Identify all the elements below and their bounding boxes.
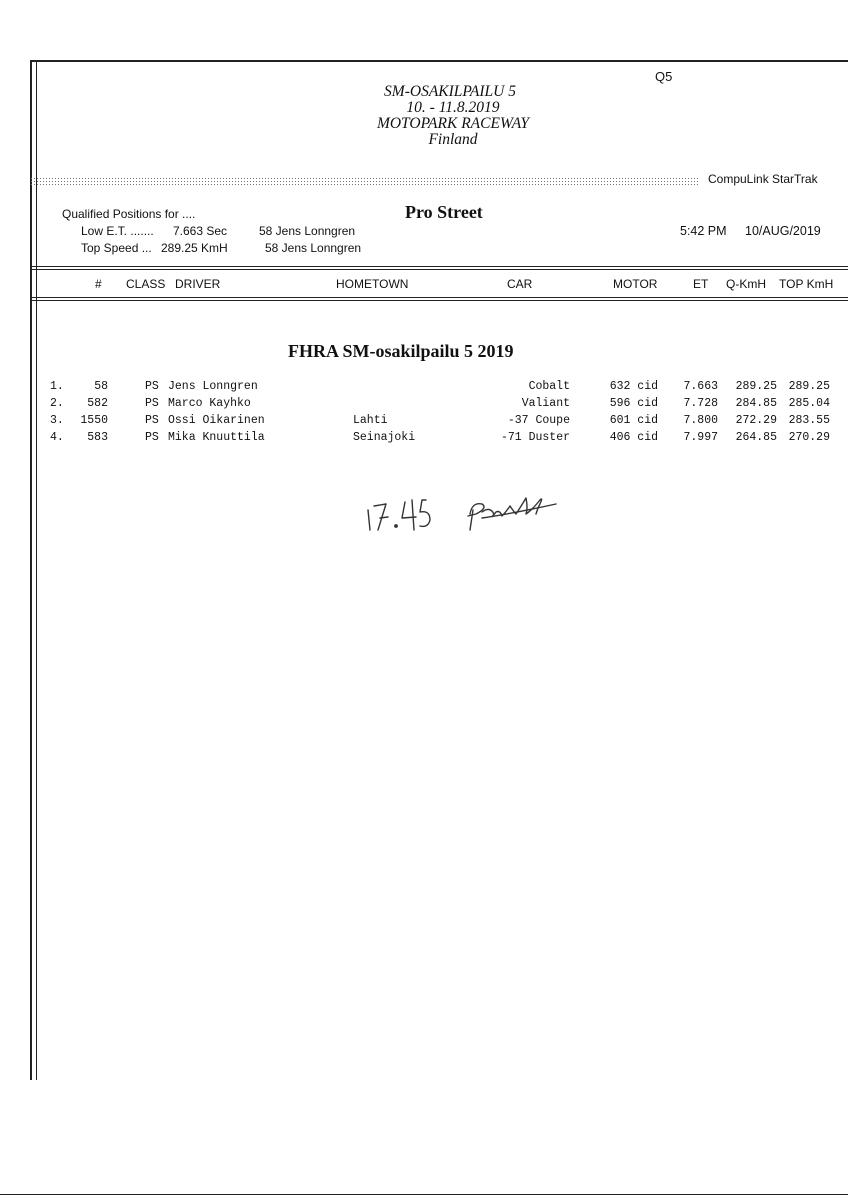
- cell-number: 583: [87, 431, 108, 444]
- header-rule-bottom-1: [30, 297, 848, 298]
- col-num: #: [95, 277, 102, 291]
- cell-q-kmh: 289.25: [735, 380, 777, 393]
- cell-driver: Mika Knuuttila: [168, 431, 265, 444]
- cell-motor: 596 cid: [609, 397, 658, 410]
- low-et-label: Low E.T. .......: [81, 224, 154, 238]
- table-row: [0, 397, 848, 414]
- cell-top-kmh: 283.55: [788, 414, 830, 427]
- table-row: [0, 414, 848, 431]
- cell-class: PS: [145, 380, 159, 393]
- cell-position: 2.: [50, 397, 64, 410]
- cell-driver: Jens Lonngren: [168, 380, 258, 393]
- col-qkmh: Q-KmH: [726, 277, 766, 291]
- low-et-driver: 58 Jens Lonngren: [259, 224, 356, 238]
- top-speed-label: Top Speed ...: [81, 241, 152, 255]
- left-border-outer: [30, 60, 32, 1080]
- cell-top-kmh: 285.04: [788, 397, 830, 410]
- top-speed-driver: 58 Jens Lonngren: [265, 241, 362, 255]
- cell-number: 1550: [80, 414, 108, 427]
- cell-q-kmh: 272.29: [735, 414, 777, 427]
- col-driver: DRIVER: [175, 277, 221, 291]
- header-rule-top-1: [30, 266, 848, 267]
- cell-hometown: Seinajoki: [353, 431, 416, 444]
- header-rule-top-2: [30, 269, 848, 270]
- qualified-heading: Qualified Positions for ....: [62, 207, 196, 221]
- cell-hometown: Lahti: [353, 414, 388, 427]
- top-rule: [30, 60, 848, 62]
- cell-position: 4.: [50, 431, 64, 444]
- left-border-inner: [36, 60, 37, 1080]
- cell-et: 7.728: [683, 397, 718, 410]
- cell-et: 7.997: [683, 431, 718, 444]
- col-car: CAR: [507, 277, 533, 291]
- cell-driver: Marco Kayhko: [168, 397, 251, 410]
- table-row: [0, 431, 848, 448]
- bottom-rule: [0, 1194, 848, 1195]
- dotted-separator: [30, 177, 698, 186]
- cell-motor: 632 cid: [609, 380, 658, 393]
- low-et-value: 7.663 Sec: [173, 224, 228, 238]
- cell-class: PS: [145, 397, 159, 410]
- section-title: FHRA SM-osakilpailu 5 2019: [288, 341, 514, 361]
- cell-et: 7.800: [683, 414, 718, 427]
- report-time: 5:42 PM: [680, 224, 727, 238]
- cell-position: 3.: [50, 414, 64, 427]
- cell-motor: 601 cid: [609, 414, 658, 427]
- cell-number: 582: [87, 397, 108, 410]
- system-label: CompuLink StarTrak: [708, 172, 818, 186]
- header-rule-bottom-2: [30, 300, 848, 301]
- cell-top-kmh: 270.29: [788, 431, 830, 444]
- col-motor: MOTOR: [613, 277, 658, 291]
- col-hometown: HOMETOWN: [336, 277, 409, 291]
- cell-q-kmh: 284.85: [735, 397, 777, 410]
- cell-car: Cobalt: [528, 380, 570, 393]
- cell-position: 1.: [50, 380, 64, 393]
- report-date: 10/AUG/2019: [745, 224, 821, 238]
- cell-motor: 406 cid: [609, 431, 658, 444]
- table-row: [0, 380, 848, 397]
- handwritten-note: [360, 490, 580, 535]
- cell-driver: Ossi Oikarinen: [168, 414, 265, 427]
- cell-class: PS: [145, 431, 159, 444]
- event-name: SM-OSAKILPAILU 5: [384, 83, 516, 100]
- cell-top-kmh: 289.25: [788, 380, 830, 393]
- cell-car: -37 Coupe: [507, 414, 570, 427]
- col-class: CLASS: [126, 277, 166, 291]
- cell-q-kmh: 264.85: [735, 431, 777, 444]
- event-country: Finland: [428, 131, 478, 148]
- event-venue: MOTOPARK RACEWAY: [376, 115, 530, 132]
- page-code: Q5: [655, 69, 673, 84]
- class-title: Pro Street: [405, 202, 483, 222]
- col-topkmh: TOP KmH: [779, 277, 834, 291]
- cell-class: PS: [145, 414, 159, 427]
- col-et: ET: [693, 277, 709, 291]
- event-dates: 10. - 11.8.2019: [406, 99, 500, 116]
- cell-car: Valiant: [521, 397, 570, 410]
- cell-car: -71 Duster: [500, 431, 570, 444]
- cell-number: 58: [94, 380, 108, 393]
- top-speed-value: 289.25 KmH: [161, 241, 228, 255]
- cell-et: 7.663: [683, 380, 718, 393]
